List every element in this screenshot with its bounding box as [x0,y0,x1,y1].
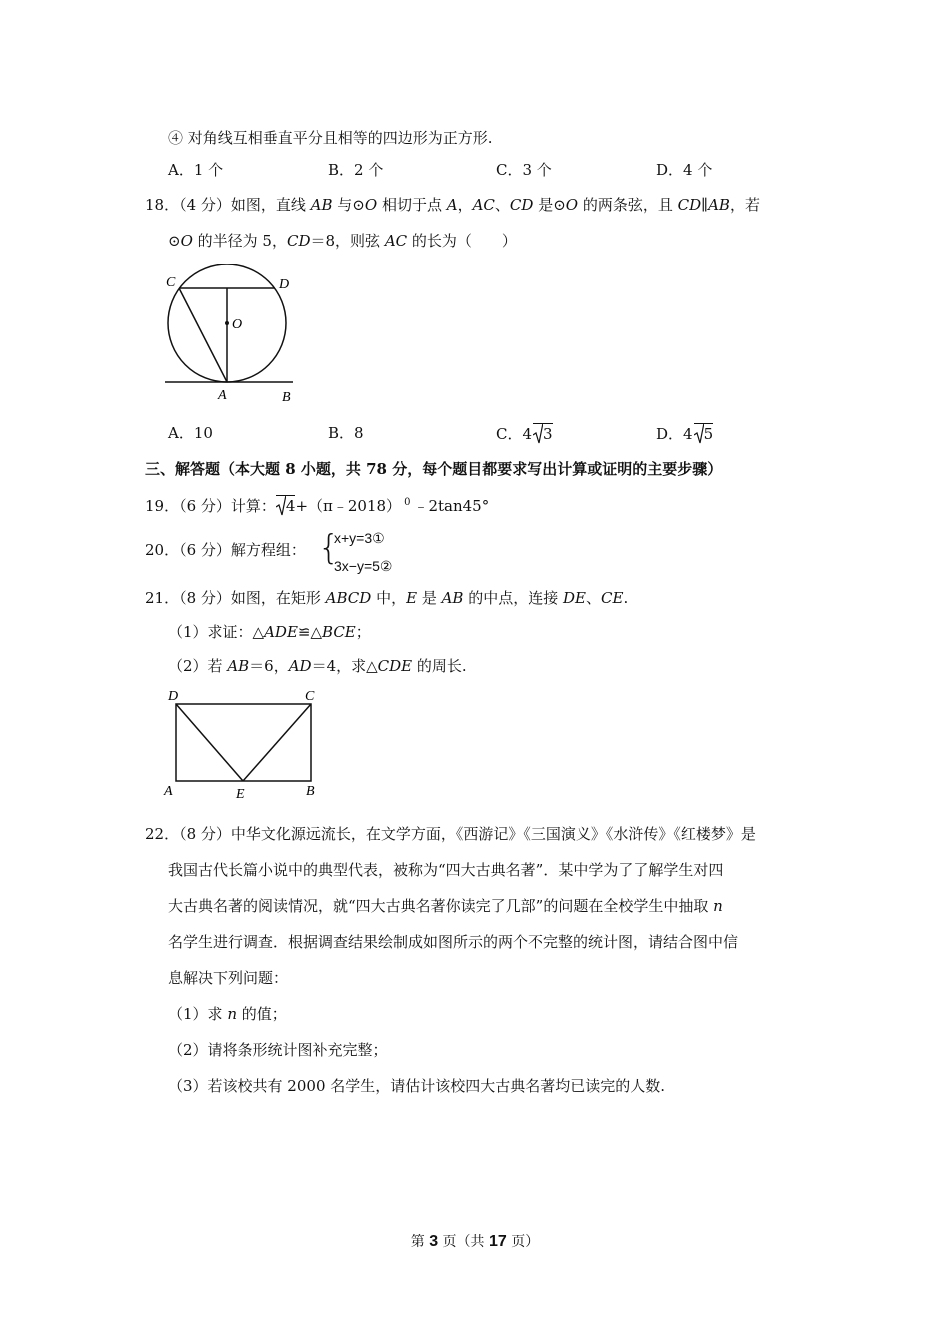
q18-option-b: B．8 [328,424,364,442]
section-3-title: 三、解答题（本大题 8 小题，共 78 分，每个题目都要求写出计算或证明的主要步骤） [145,460,723,478]
q22-line-3: 大古典名著的阅读情况，就“四大古典名著你读完了几部”的问题在全校学生中抽取 n [168,897,723,915]
q22-line-1: 22．（8 分）中华文化源远流长，在文学方面，《西游记》《三国演义》《水浒传》《红楼梦》是 [145,825,756,843]
q17-option-b: B．2 个 [328,161,384,179]
label-a: A [164,784,173,799]
q17-item-4: ④ 对角线互相垂直平分且相等的四边形为正方形. [168,129,493,147]
label-c: C [166,275,176,290]
q17-option-c: C．3 个 [496,161,552,179]
label-c: C [305,689,315,704]
page-footer: 第 3 页（共 17 页） [410,1233,540,1250]
page-total: 17 [489,1233,507,1250]
q19-line: 19．（6 分）计算： 4+（π﹣2018） $^0$ ﹣2tan45° [145,497,490,515]
q17-option-d: D．4 个 [656,161,713,179]
equation-1: x+y=3① [334,530,385,546]
q21-part-1: （1）求证：△ADE≌△BCE； [168,623,371,641]
label-b: B [306,784,315,799]
q22-line-4: 名学生进行调查．根据调查结果绘制成如图所示的两个不完整的统计图，请结合图中信 [168,933,739,951]
center-point [225,321,229,325]
rectangle-abcd [176,704,311,781]
q22-line-5: 息解决下列问题： [168,969,289,987]
q17-option-a: A．1 个 [168,161,224,179]
system-brace: { [318,528,340,568]
page-number: 3 [429,1233,439,1250]
chord-ac [179,288,227,382]
q17-options [168,160,808,180]
segment-ce [243,704,311,781]
q22-part-3: （3）若该校共有 2000 名学生，请估计该校四大古典名著均已读完的人数. [168,1077,666,1095]
equation-2: 3x−y=5② [334,558,393,574]
label-e: E [236,787,245,802]
q18-option-c: C．4 3 [496,425,553,443]
q18-options [168,423,808,443]
q22-line-2: 我国古代长篇小说中的典型代表，被称为“四大古典名著”．某中学为了了解学生对四 [168,861,724,879]
q21-line-1: 21．（8 分）如图，在矩形 ABCD 中，E 是 AB 的中点，连接 DE、CE. [145,589,629,607]
segment-de [176,704,243,781]
q18-option-a: A．10 [168,424,213,442]
rectangle-figure [160,684,330,804]
q21-part-2: （2）若 AB＝6，AD＝4，求△CDE 的周长. [168,657,467,675]
label-b: B [282,390,291,405]
label-d: D [279,277,290,292]
q22-part-2: （2）请将条形统计图补充完整； [168,1041,388,1059]
q20-prefix: 20．（6 分）解方程组： [145,541,306,559]
q18-line-2: ⊙O 的半径为 5，CD＝8，则弦 AC 的长为（ ） [168,232,517,250]
circle-tangent-figure [160,264,310,409]
q18-line-1: 18．（4 分）如图，直线 AB 与⊙O 相切于点 A，AC、CD 是⊙O 的两条弦，且 CD∥AB，若 [145,196,760,214]
label-a: A [218,388,227,403]
q22-part-1: （1）求 n 的值； [168,1005,287,1023]
label-d: D [168,689,179,704]
q18-option-d: D．4 5 [656,425,714,443]
label-o: O [232,317,243,332]
